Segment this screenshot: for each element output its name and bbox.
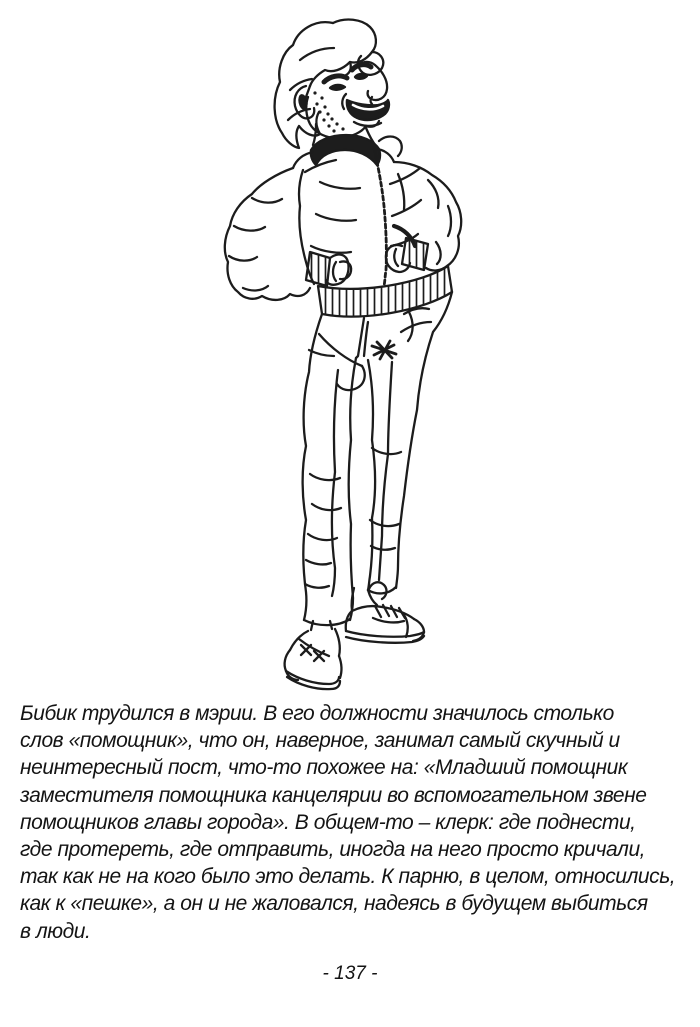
- paragraph-line: где протереть, где отправить, иногда на него просто кричали,: [20, 837, 646, 861]
- jeans: [303, 292, 452, 625]
- paragraph-line: неинтересный пост, что-то похожее на: «Младший помощник: [20, 756, 628, 780]
- paragraph-line: в люди.: [20, 919, 91, 943]
- paragraph-line: так как не на кого было это делать. К парню, в целом, относились,: [20, 865, 676, 889]
- paragraph-line: заместителя помощника канцелярии во вспомогательном звене: [20, 783, 647, 807]
- page-number: - 137 -: [322, 963, 378, 984]
- paragraph-line: слов «помощник», что он, наверное, занимал самый скучный и: [20, 729, 620, 753]
- paragraph-line: как к «пешке», а он и не жаловался, надеясь в будущем выбиться: [20, 892, 648, 916]
- paragraph-line: Бибик трудился в мэрии. В его должности значилось столько: [20, 702, 614, 725]
- head: [275, 20, 389, 165]
- paragraph: [20, 700, 685, 945]
- paragraph-line: помощников главы города». В общем-то – клерк: где поднести,: [20, 810, 636, 834]
- jacket: [225, 137, 461, 317]
